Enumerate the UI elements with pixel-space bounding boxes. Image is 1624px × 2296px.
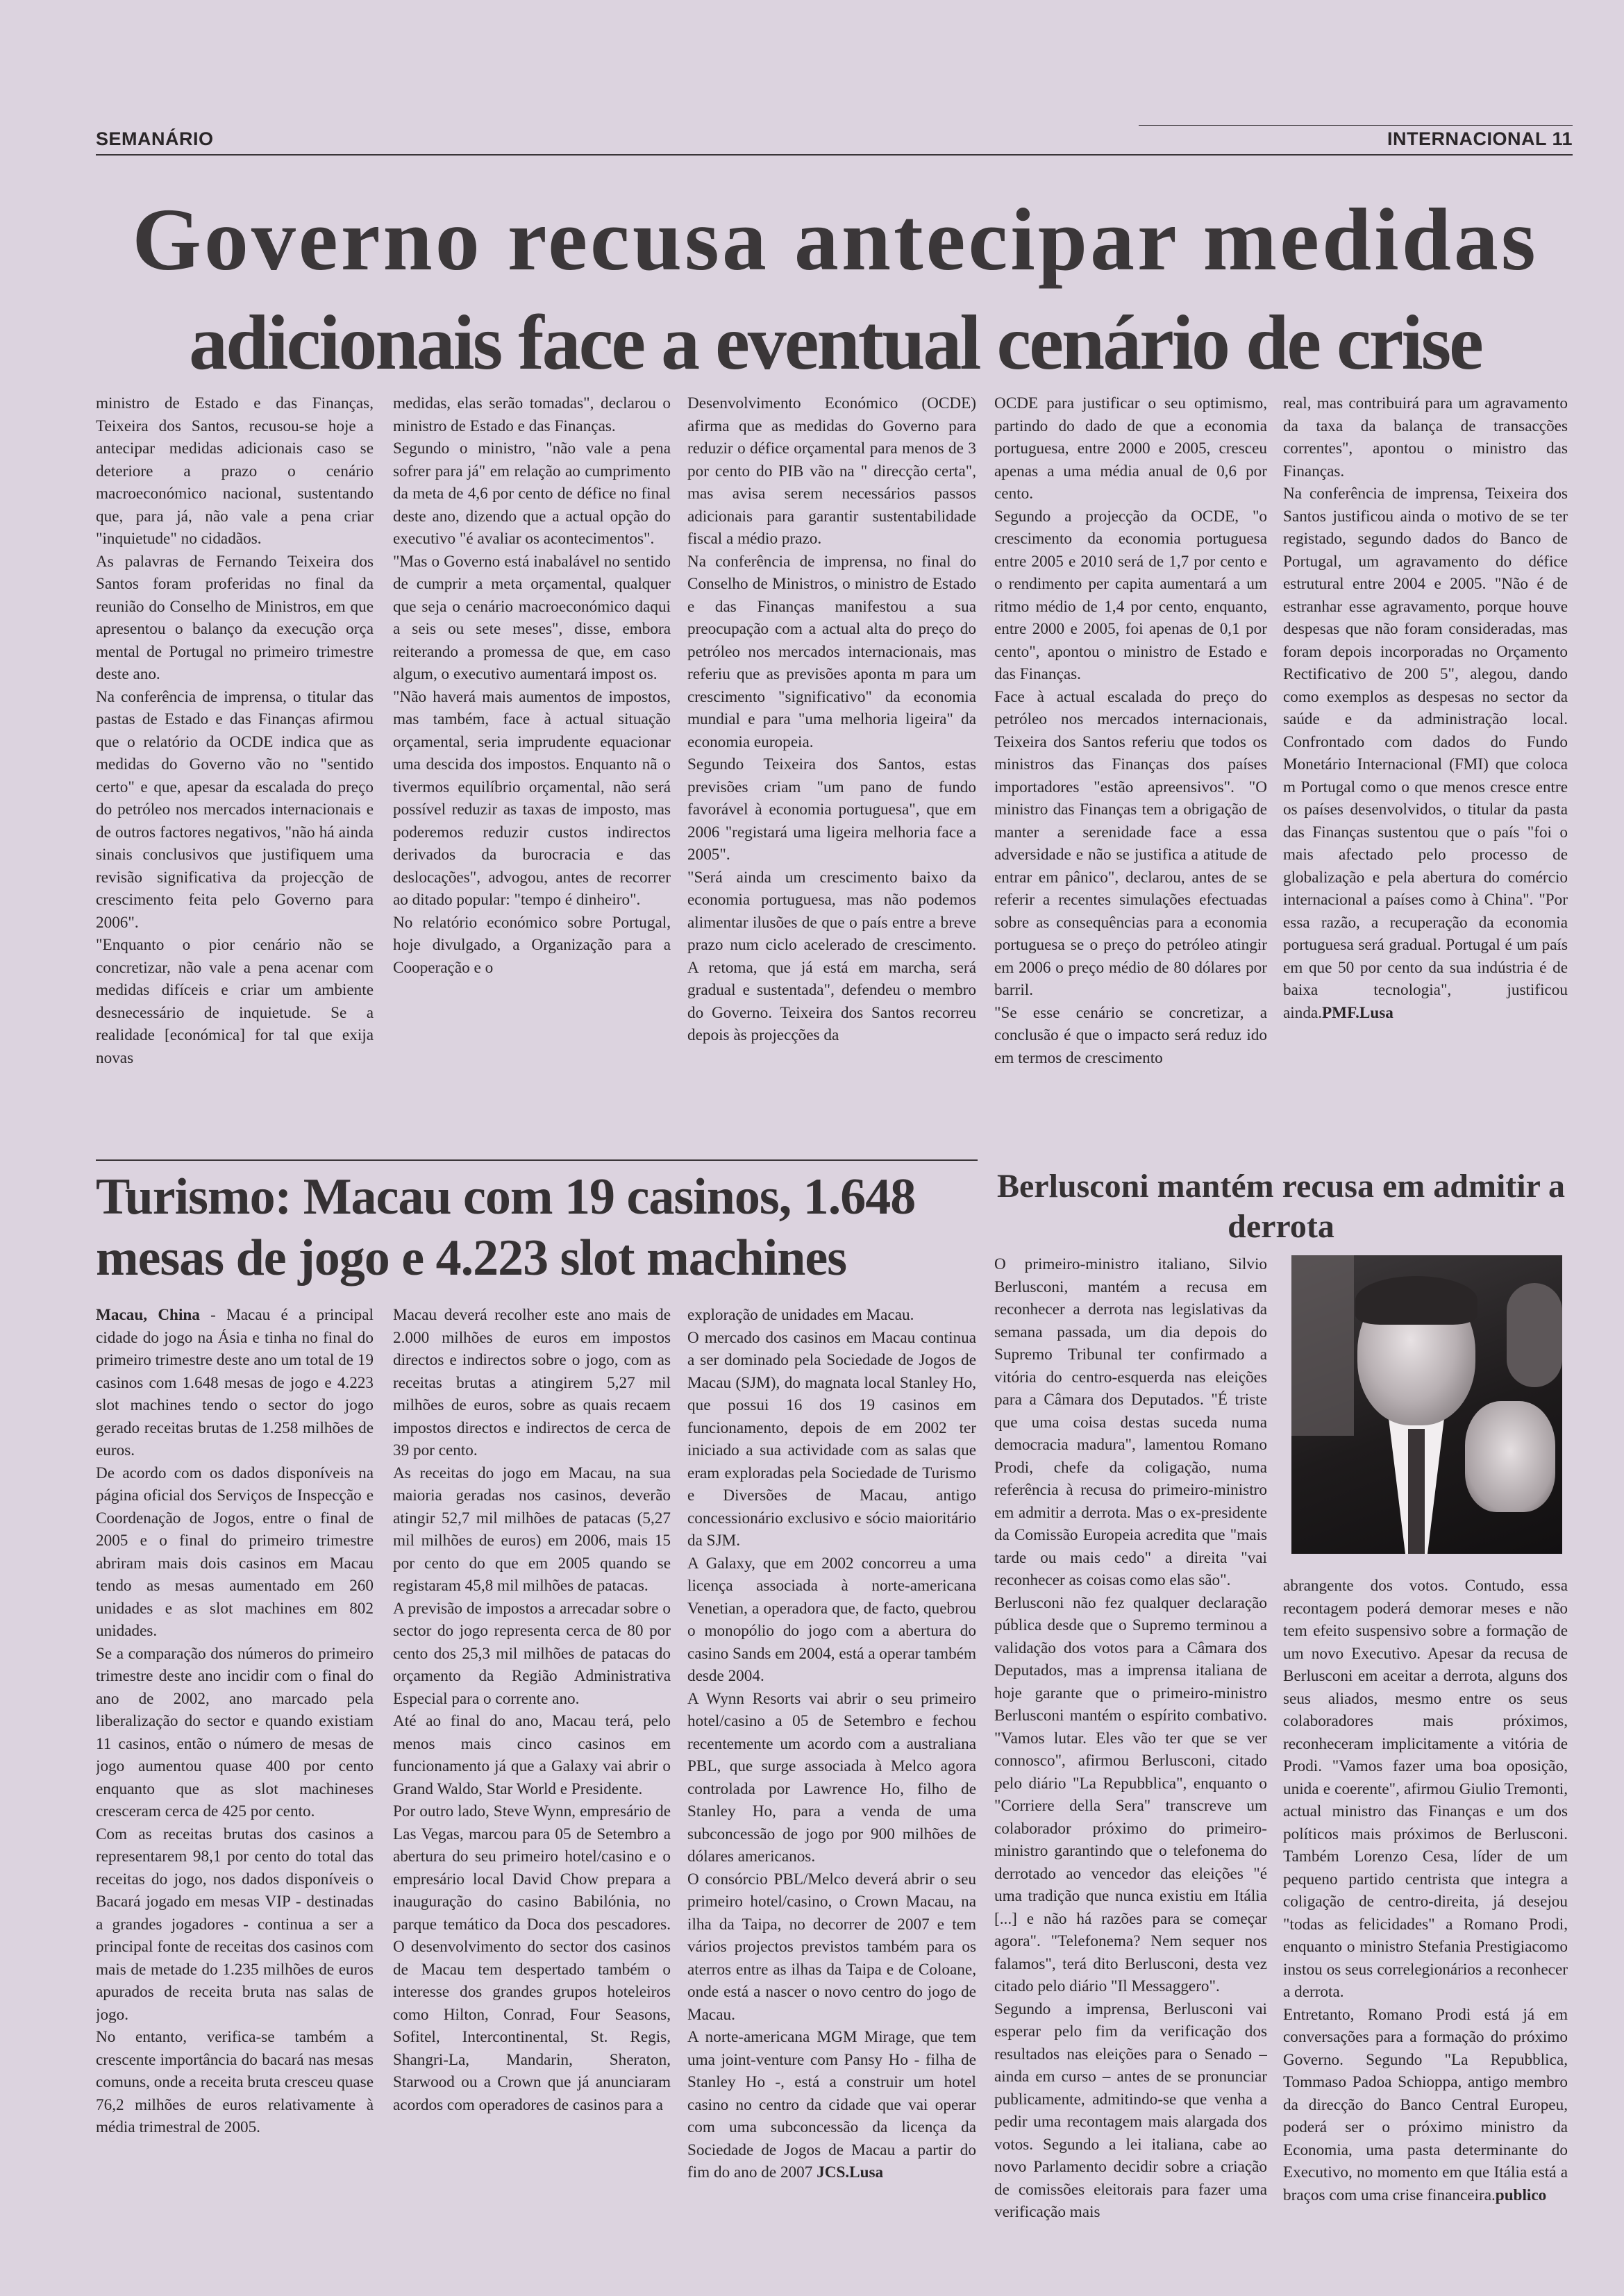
paragraph: A Wynn Resorts vai abrir o seu primeiro hotel/casino a 05 de Setembro e fechou recentemente um acordo com a australiana PBL, que surge associada à Melco agora controlada por Lawrence Ho, filho de Stanley Ho, para a venda de uma subconcessão de jogo por 900 milhões de dólares americanos.	[687, 1689, 976, 1866]
paragraph: medidas, elas serão tomadas", declarou o ministro de Estado e das Finanças.	[393, 394, 671, 435]
article1-signature: PMF.Lusa	[1322, 1003, 1393, 1022]
header-rule-short	[1139, 125, 1573, 126]
paragraph: As palavras de Fernando Teixeira dos Santos foram proferidas no final da reunião do Conselho de Ministros, em que apresentou o balanço da execução orça mental de Portugal no primeiro trimestre deste ano.	[96, 552, 374, 683]
paragraph: Segundo a projecção da OCDE, "o crescimento da economia portuguesa entre 2005 e 2010 será de 1,7 por cento e o rendimento per capita aumentará a um ritmo médio de 1,4 por cento, enquanto, entre 2000 e 2005, foi apenas de 0,1 por cento", apontou o ministro de Estado e das Finanças.	[994, 507, 1267, 683]
paragraph-text: - Macau é a principal cidade do jogo na Ásia e tinha no final do primeiro trimestre deste ano um total de 19 casinos com 1.648 mesas de jogo e 4.223 slot machines tendo o sector do jogo gerado receitas brutas de 1.258 milhões de euros.	[96, 1306, 374, 1459]
article1-column-1	[96, 392, 374, 1156]
article3-column-1	[994, 1253, 1267, 2225]
paragraph: Até ao final do ano, Macau terá, pelo menos mais cinco casinos em funcionamento já que a Galaxy vai abrir o Grand Waldo, Star World e Presidente.	[393, 1712, 671, 1798]
paragraph: Na conferência de imprensa, o titular das pastas de Estado e das Finanças afirmou que o relatório da OCDE indica que as medidas do Governo vão no "sentido certo" e que, apesar da escalada do preço do petróleo nos mercados internacionais e de outros factores negativos, "não há ainda sinais conclusivos que justifiquem uma revisão significativa da projecção de crescimento feita pelo Governo para 2006".	[96, 687, 374, 932]
paragraph: Por outro lado, Steve Wynn, empresário de Las Vegas, marcou para 05 de Setembro a abertura do seu primeiro hotel/casino e o empresário local David Chow prepara a inauguração do casino Babilónia, no parque temático da Doca dos pescadores. O desenvolvimento do sector dos casinos de Macau tem despertado também o interesse dos grandes grupos hoteleiros como Hilton, Conrad, Four Seasons, Sofitel, Intercontinental, St. Regis, Shangri-La, Mandarin, Sheraton, Starwood ou a Crown que já anunciaram acordos com operadores de casinos para a	[393, 1802, 671, 2114]
article1-column-2	[393, 392, 671, 1156]
article2-headline: Turismo: Macau com 19 casinos, 1.648 mesas de jogo e 4.223 slot machines	[96, 1168, 916, 1287]
header-rule	[96, 154, 1573, 156]
article2-rule	[96, 1159, 978, 1161]
header-right: INTERNACIONAL 11	[1387, 128, 1573, 149]
paragraph: abrangente dos votos. Contudo, essa recontagem poderá demorar meses e não tem efeito suspensivo sobre a formação de um novo Executivo. Apesar da recusa de Berlusconi em aceitar a derrota, alguns dos seus aliados, mesmo entre os seus colaboradores mais próximos, reconheceram implicitamente a vitória de Prodi. "Vamos fazer uma boa oposição, unida e coerente", afirmou Giulio Tremonti, actual ministro das Finanças e um dos políticos mais próximos de Berlusconi. Também Lorenzo Cesa, líder de um pequeno partido centrista que integra a coligação de centro-direita, já desejou "todas as felicidades" a Romano Prodi, enquanto o ministro Stefania Prestigiacomo instou os seus correlegionários a reconhecer a derrota.	[1283, 1577, 1568, 2001]
article2-signature: JCS.Lusa	[817, 2163, 884, 2181]
article2-column-1	[96, 1304, 374, 2238]
photo-tie	[1408, 1429, 1425, 1554]
article2-column-3	[687, 1304, 976, 2238]
article1-column-5	[1283, 392, 1568, 1142]
paragraph: A previsão de impostos a arrecadar sobre o sector do jogo representa cerca de 80 por cento dos 25,3 mil milhões de patacas do orçamento da Região Administrativa Especial para o corrente ano.	[393, 1599, 671, 1708]
paragraph: Segundo a imprensa, Berlusconi vai esperar pelo fim da verificação dos resultados nas eleições para o Senado – ainda em curso – antes de se pronunciar publicamente, admitindo-se que venha a pedir uma recontagem mais alargada dos votos. Segundo a lei italiana, cabe ao novo Parlamento decidir sobre a criação de comissões eleitorais para fazer uma verificação mais	[994, 2000, 1267, 2221]
paragraph: "Enquanto o pior cenário não se concretizar, não vale a pena acenar com medidas difíceis e criar um ambiente desnecessário de inquietude. Se a realidade [económica] for tal que exija novas	[96, 936, 374, 1067]
paragraph: Berlusconi não fez qualquer declaração pública desde que o Supremo terminou a validação dos votos para a Câmara dos Deputados, mas a imprensa italiana de hoje garante que o primeiro-ministro Berlusconi mantém o espírito combativo. "Vamos lutar. Eles vão ter que se ver connosco", afirmou Berlusconi, citado pelo diário "La Repubblica", enquanto o "Corriere della Sera" transcreve um colaborador próximo do primeiro-ministro garantindo que o telefonema do derrotado ao vencedor das eleições "é uma tradição que nunca existiu em Itália [...] e não há razões para se começar agora". "Telefonema? Nem sequer nos falamos", terá dito Berlusconi, desta vez citado pelo diário "Il Messaggero".	[994, 1593, 1267, 1995]
paragraph	[1283, 2004, 1568, 2207]
paragraph: No relatório económico sobre Portugal, hoje divulgado, a Organização para a Cooperação e o	[393, 913, 671, 977]
article1-headline-line2: adicionais face a eventual cenário de crise	[189, 300, 1482, 386]
paragraph: Com as receitas brutas dos casinos a representarem 98,1 por cento do total das receitas do jogo, nos dados disponíveis o Bacará jogado em mesas VIP - destinadas a grandes jogadores - continua a ser a principal fonte de receitas dos casinos com mais de metade do 1.235 milhões de euros apurados de receita bruta nas salas de jogo.	[96, 1825, 374, 2024]
article2-dateline: Macau, China	[96, 1306, 200, 1324]
paragraph-text: A norte-americana MGM Mirage, que tem uma joint-venture com Pansy Ho - filha de Stanley Ho -, está a construir um hotel casino no centro da cidade que vai operar com uma subconcessão da licença da Sociedade de Jogos de Macau a partir do fim do ano de 2007	[687, 2028, 976, 2181]
photo-hand	[1465, 1401, 1555, 1512]
paragraph-text: Na conferência de imprensa, Teixeira dos Santos justificou ainda o motivo de se ter registado, segundo dados do Banco de Portugal, um agravamento do défice estrutural entre 2004 e 2005. "Não é de estranhar esse agravamento, porque houve despesas que não foram consideradas, mas foram depois incorporadas no Orçamento Rectificativo de 200 5", alegou, dando como exemplos as despesas no sector da saúde e da administração local. Confrontado com dados do Fundo Monetário Internacional (FMI) que coloca m Portugal como o que menos cresce entre os países desenvolvidos, o titular da pasta das Finanças sustentou que o país "foi o mais afectado pelo processo de globalização e pela abertura do comércio internacional a países como à China". "Por essa razão, a recuperação da economia portuguesa será gradual. Portugal é um país em que 50 por cento da sua indústria é de baixa tecnologia", justificou ainda.	[1283, 485, 1568, 1022]
paragraph: real, mas contribuirá para um agravamento da taxa da balança de transacções correntes", apontou o ministro das Finanças.	[1283, 394, 1568, 480]
paragraph: "Se esse cenário se concretizar, a conclusão é que o impacto será reduz ido em termos de crescimento	[994, 1003, 1267, 1067]
article3-column-2	[1283, 1575, 1568, 2227]
paragraph: O primeiro-ministro italiano, Silvio Berlusconi, mantém a recusa em reconhecer a derrota nas legislativas da semana passada, um dia depois do Supremo Tribunal ter confirmado a vitória do centro-esquerda nas eleições para a Câmara dos Deputados. "É triste que uma coisa destas suceda numa democracia madura", lamentou Romano Prodi, chefe da coligação, numa referência à recusa do primeiro-ministro em admitir a derrota. Mas o ex-presidente da Comissão Europeia acredita que "mais tarde ou mais cedo" a direita "vai reconhecer as coisas como elas são".	[994, 1255, 1267, 1589]
photo-background-figure	[1291, 1255, 1354, 1436]
paragraph	[687, 2026, 976, 2184]
paragraph: OCDE para justificar o seu optimismo, partindo do dado de que a economia portuguesa, entre 2000 e 2005, cresceu apenas a uma média anual de 0,6 por cento.	[994, 394, 1267, 503]
paragraph: ministro de Estado e das Finanças, Teixeira dos Santos, recusou-se hoje a antecipar medidas adicionais caso se deteriore a prazo o cenário macroeconómico nacional, sustentando que, para já, não vale a pena criar "inquietude" no cidadãos.	[96, 394, 374, 548]
paragraph: De acordo com os dados disponíveis na página oficial dos Serviços de Inspecção e Coordenação de Jogos, entre o final de 2005 e o final do primeiro trimestre abriram mais dois casinos em Macau tendo as mesas aumentado em 260 unidades e as slot machines em 802 unidades.	[96, 1464, 374, 1640]
paragraph: "Mas o Governo está inabalável no sentido de cumprir a meta orçamental, qualquer que seja o cenário macroeconómico daqui a seis ou sete meses", disse, embora reiterando a promessa de que, em caso algum, o executivo aumentará impost os.	[393, 552, 671, 683]
paragraph: O mercado dos casinos em Macau continua a ser dominado pela Sociedade de Jogos de Macau (SJM), do magnata local Stanley Ho, que possui 16 dos 19 casinos em funcionamento, depois de em 2002 ter iniciado a sua actividade com as salas que eram exploradas pela Sociedade de Turismo e Diversões de Macau, antigo concessionário exclusivo e sócio maioritário da SJM.	[687, 1328, 976, 1550]
paragraph: Macau deverá recolher este ano mais de 2.000 milhões de euros em impostos directos e indirectos sobre o jogo, com as receitas brutas a atingirem 5,27 mil milhões de euros, sobre as quais recaem impostos directos e indirectos de cerca de 39 por cento.	[393, 1306, 671, 1459]
article1-headline-line1: Governo recusa antecipar medidas	[132, 190, 1539, 289]
article3-signature: publico	[1495, 2186, 1547, 2204]
paragraph: O consórcio PBL/Melco deverá abrir o seu primeiro hotel/casino, o Crown Macau, na ilha da Taipa, no decorrer de 2007 e tem vários projectos previstos também para os aterros entre as ilhas da Taipa e de Coloane, onde está a nascer o novo centro do jogo de Macau.	[687, 1870, 976, 2024]
paragraph	[96, 1304, 374, 1462]
paragraph: No entanto, verifica-se também a crescente importância do bacará nas mesas comuns, onde a receita bruta cresceu quase 76,2 milhões de euros relativamente à média trimestral de 2005.	[96, 2028, 374, 2136]
paragraph: A Galaxy, que em 2002 concorreu a uma licença associada à norte-americana Venetian, a operadora que, de facto, quebrou o monopólio do jogo com a abertura do casino Sands em 2004, está a operar também desde 2004.	[687, 1554, 976, 1685]
article1-column-3	[687, 392, 976, 1156]
paragraph: "Será ainda um crescimento baixo da economia portuguesa, mas não podemos alimentar ilusões de que o país entre a breve prazo num ciclo acelerado de crescimento. A retoma, que já está em marcha, será gradual e sustentada", defendeu o membro do Governo. Teixeira dos Santos recorreu depois às projecções da	[687, 868, 976, 1044]
photo-hair	[1355, 1276, 1477, 1325]
article1-column-4	[994, 392, 1267, 1156]
paragraph: Segundo Teixeira dos Santos, estas previsões criam "um pano de fundo favorável à economia portuguesa", que em 2006 "registará uma ligeira melhoria face a 2005".	[687, 755, 976, 864]
paragraph: Na conferência de imprensa, no final do Conselho de Ministros, o ministro de Estado e das Finanças manifestou a sua preocupação com a actual alta do preço do petróleo nos mercados internacionais, mas referiu que as previsões aponta m para um crescimento "significativo" da economia mundial e para "uma melhoria ligeira" da economia europeia.	[687, 552, 976, 751]
paragraph: Segundo o ministro, "não vale a pena sofrer para já" em relação ao cumprimento da meta de 4,6 por cento de défice no final deste ano, dizendo que a actual opção do executivo "é avaliar os acontecimentos".	[393, 439, 671, 548]
paragraph: Face à actual escalada do preço do petróleo nos mercados internacionais, Teixeira dos Santos referiu que todos os ministros das Finanças dos países importadores "estão apreensivos". "O ministro das Finanças tem a obrigação de manter a serenidade face a essa adversidade e não se justifica a atitude de entrar em pânico", declarou, antes de se referir a recentes simulações efectuadas sobre as consequências para a economia portuguesa se o preço do petróleo atingir em 2006 o preço médio de 80 dólares por barril.	[994, 687, 1267, 999]
paragraph: exploração de unidades em Macau.	[687, 1306, 914, 1324]
paragraph	[1283, 483, 1568, 1024]
paragraph-text: Entretanto, Romano Prodi está já em conversações para a formação do próximo Governo. Segundo "La Repubblica, Tommaso Padoa Schioppa, antigo membro da direcção do Banco Central Europeu, poderá ser o próximo ministro da Economia, uma pasta determinante do Executivo, no momento em que Itália está a braços com uma crise financeira.	[1283, 2005, 1568, 2204]
photo-background-figure	[1507, 1283, 1562, 1387]
paragraph: As receitas do jogo em Macau, na sua maioria geradas nos casinos, deverão atingir 52,7 mil milhões de patacas (5,27 mil milhões de euros) em 2006, mais 15 por cento do que em 2005 quando se registaram 45,8 mil milhões de patacas.	[393, 1464, 671, 1595]
article2-column-2	[393, 1304, 671, 2238]
paragraph: "Não haverá mais aumentos de impostos, mas também, face à actual situação orçamental, seria imprudente equacionar uma descida dos impostos. Enquanto nã o tivermos equilíbrio orçamental, não será possível reduzir as taxas de imposto, mas poderemos reduzir custos indirectos derivados da burocracia e das deslocações", advogou, antes de recorrer ao ditado popular: "tempo é dinheiro".	[393, 687, 671, 909]
article3-headline: Berlusconi mantém recusa em admitir a derrota	[996, 1168, 1566, 1245]
berlusconi-photo	[1291, 1255, 1562, 1554]
paragraph: Se a comparação dos números do primeiro trimestre deste ano incidir com o final do ano de 2002, ano marcado pela liberalização do sector e quando existiam 11 casinos, então o número de mesas de jogo aumentou quase 400 por cento enquanto que as slot machineses cresceram cerca de 425 por cento.	[96, 1644, 374, 1820]
header-left: SEMANÁRIO	[96, 128, 214, 149]
paragraph: Desenvolvimento Económico (OCDE) afirma que as medidas do Governo para reduzir o défice orçamental para menos de 3 por cento do PIB vão na " direcção certa", mas avisa serem necessários passos adicionais para garantir sustentabilidade fiscal a médio prazo.	[687, 394, 976, 548]
